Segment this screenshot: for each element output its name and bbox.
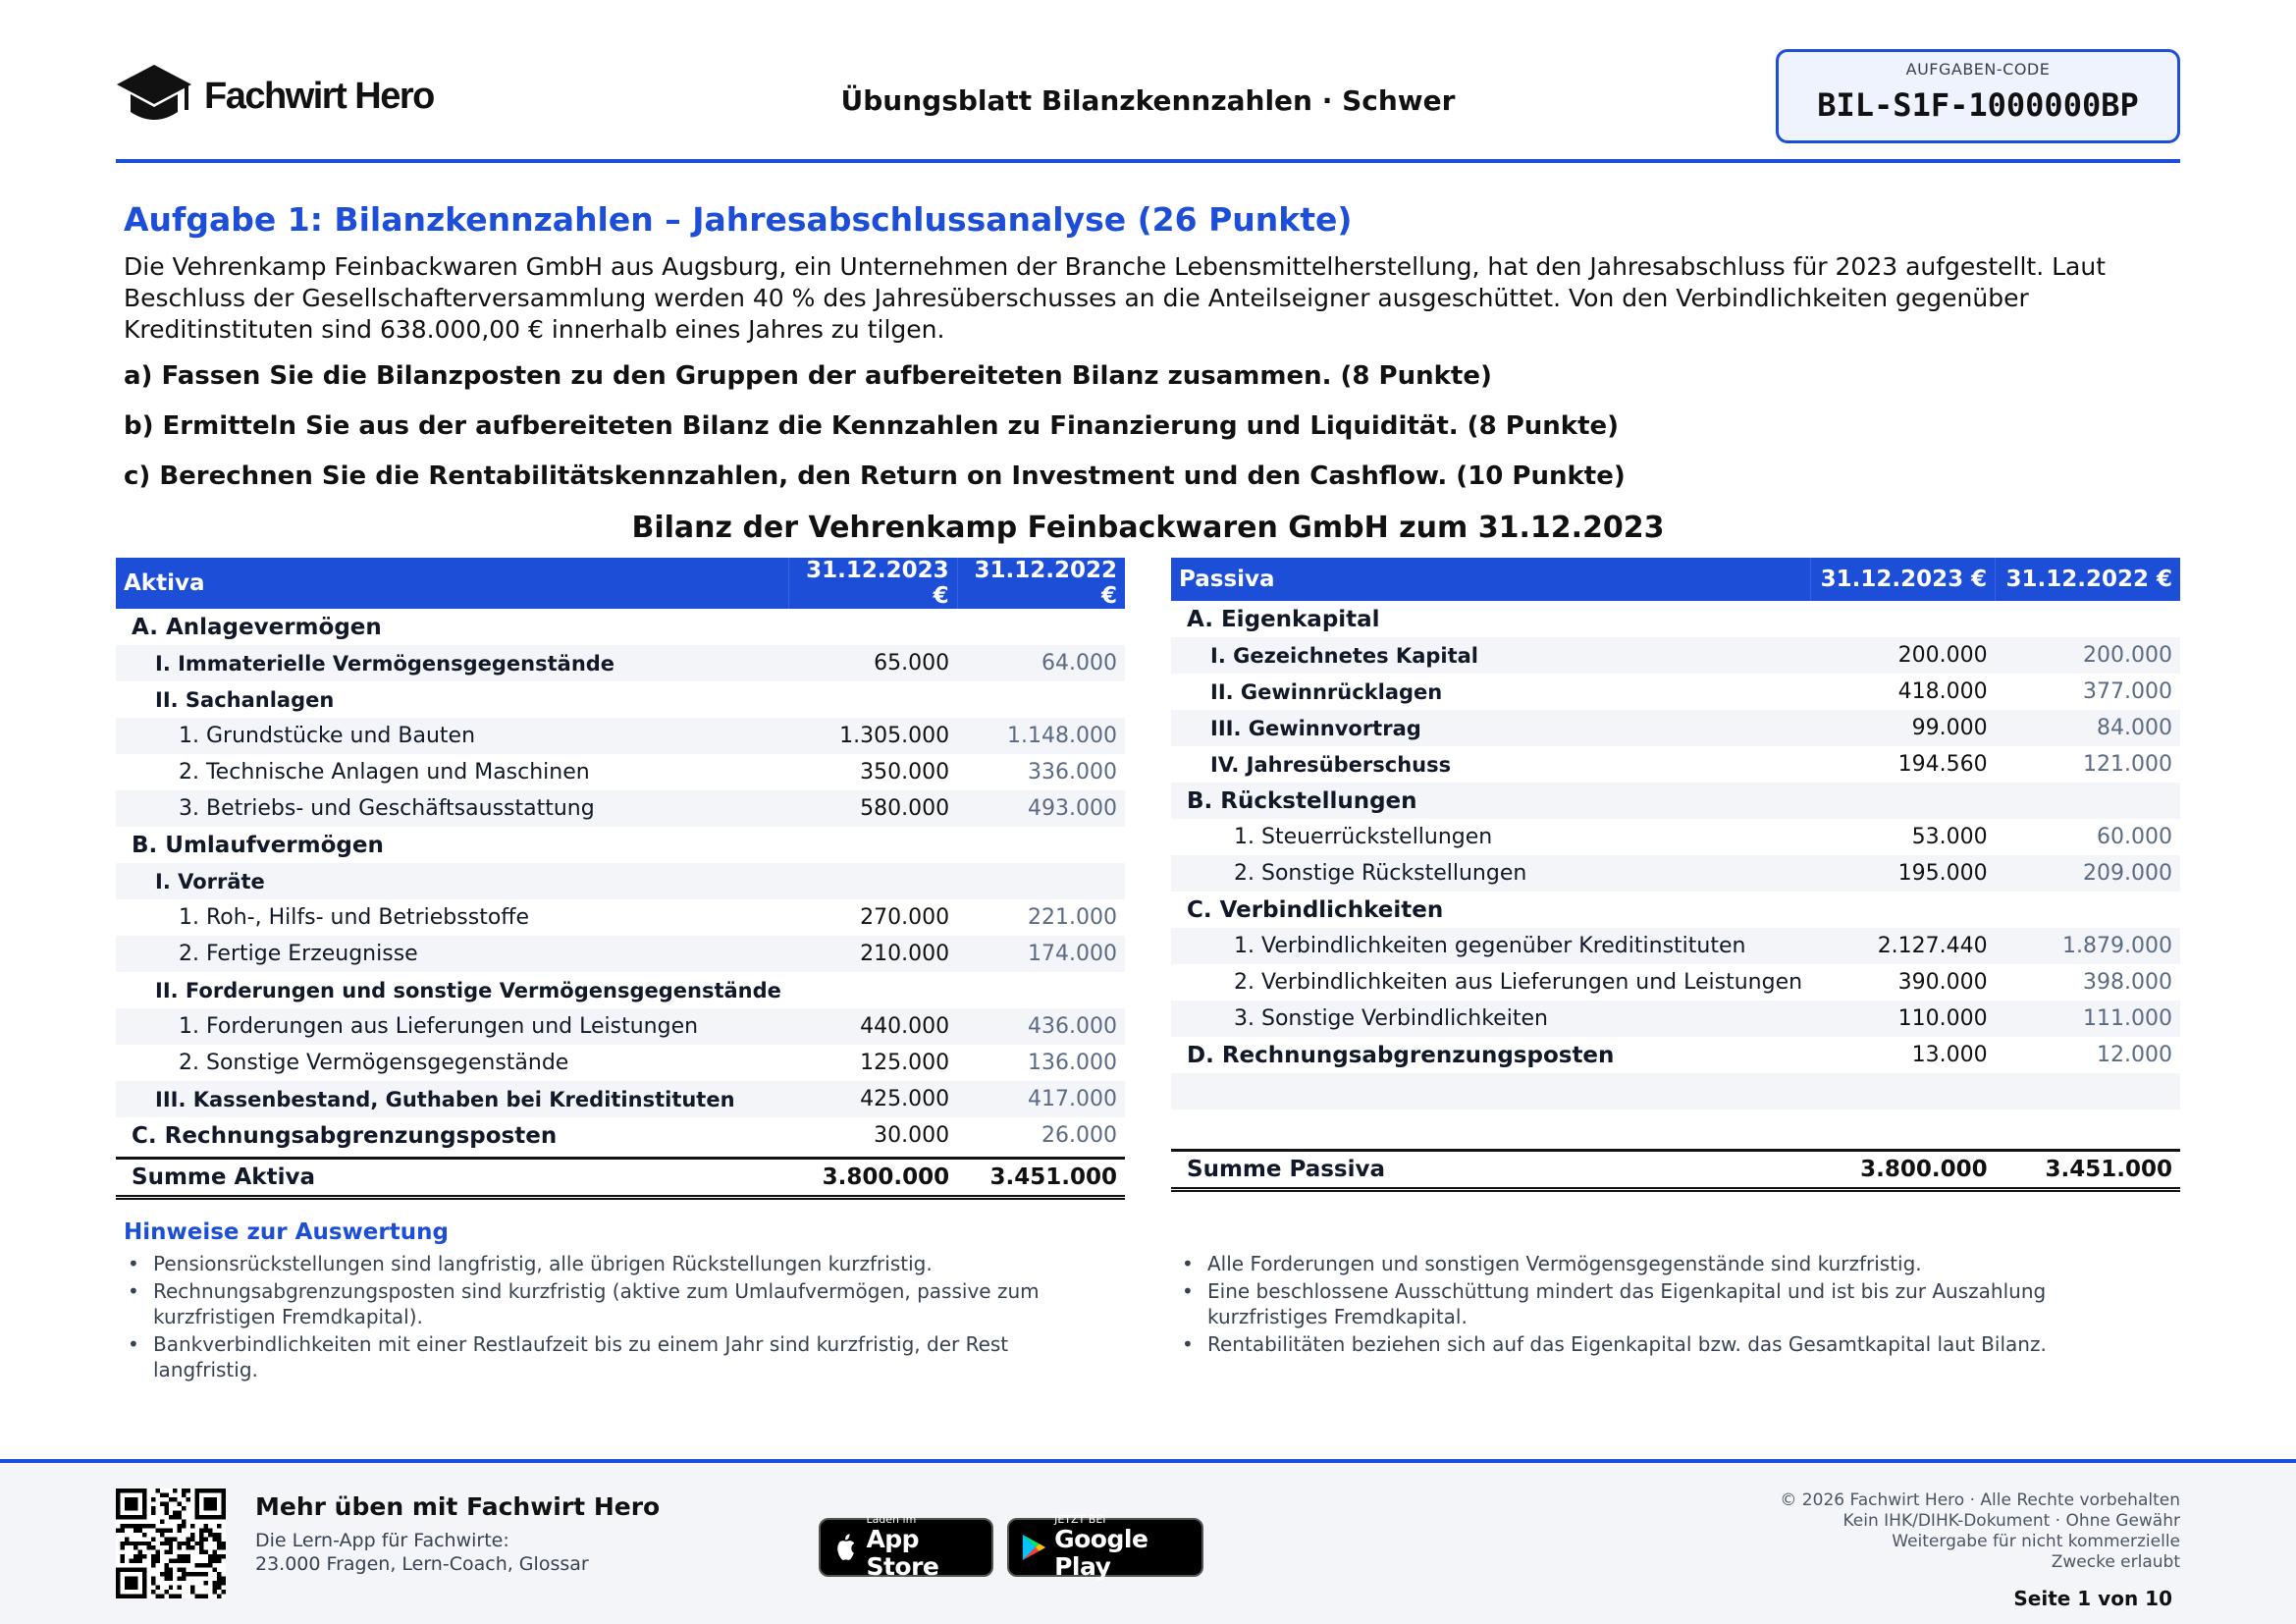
aktiva-row-value-2023: 65.000 <box>789 645 957 681</box>
aktiva-row-label: I. Vorräte <box>116 863 789 899</box>
hint-item: • Pensionsrückstellungen sind langfristig, alle übrigen Rückstellungen kurzfristig. <box>124 1251 1095 1276</box>
passiva-row-label: II. Gewinnrücklagen <box>1210 679 1443 704</box>
aktiva-row <box>116 609 1125 645</box>
hint-item: • Eine beschlossene Ausschüttung mindert das Eigenkapital und ist bis zur Auszahlung kurzfristiges Fremdkapital. <box>1178 1278 2150 1329</box>
passiva-row-value-2022 <box>1996 1073 2180 1110</box>
passiva-row-value-2023: 110.000 <box>1810 1001 1996 1037</box>
aktiva-row-value-2022 <box>957 863 1125 899</box>
aktiva-row-value-2022 <box>957 609 1125 645</box>
hints-title: Hinweise zur Auswertung <box>124 1219 449 1245</box>
passiva-row-label: B. Rückstellungen <box>1171 783 1810 819</box>
passiva-row-value-2022 <box>1996 892 2180 928</box>
passiva-row <box>1171 746 2180 783</box>
aktiva-sum-2022: 3.451.000 <box>957 1158 1125 1197</box>
aktiva-header-2023: 31.12.2023 € <box>789 558 957 609</box>
passiva-row-label: IV. Jahresüberschuss <box>1210 752 1452 777</box>
passiva-row-value-2023: 195.000 <box>1810 855 1996 892</box>
copyright-line: Kein IHK/DIHK-Dokument · Ohne Gewähr <box>1842 1511 2180 1531</box>
passiva-row <box>1171 819 2180 855</box>
passiva-row-value-2022: 12.000 <box>2097 1043 2172 1067</box>
passiva-row-value-2023 <box>1810 601 1996 637</box>
aktiva-row-value-2022: 136.000 <box>1028 1051 1117 1075</box>
aktiva-row-label: 2. Sonstige Vermögensgegenstände <box>179 1051 569 1075</box>
aktiva-row-label: II. Forderungen und sonstige Vermögensgegenstände <box>155 978 781 1002</box>
page-title: Übungsblatt Bilanzkennzahlen · Schwer <box>840 84 1456 117</box>
aktiva-row-value-2022 <box>957 681 1125 718</box>
aktiva-row-value-2022: 493.000 <box>957 790 1125 827</box>
aktiva-row <box>116 645 1125 681</box>
aktiva-sum-row <box>116 1158 1125 1197</box>
aktiva-row-value-2023: 125.000 <box>860 1051 950 1075</box>
passiva-row <box>1171 964 2180 1001</box>
subtask-b: b) Ermitteln Sie aus der aufbereiteten Bilanz die Kennzahlen zu Finanzierung und Liquidität. (8 Punkte) <box>124 411 1620 441</box>
aktiva-row-label: 2. Fertige Erzeugnisse <box>116 936 789 972</box>
passiva-row-value-2022 <box>1996 783 2180 819</box>
passiva-row-value-2022: 377.000 <box>2083 679 2172 704</box>
aktiva-row-value-2023: 270.000 <box>860 905 950 930</box>
passiva-header-2023: 31.12.2023 € <box>1810 558 1996 601</box>
passiva-row-label <box>1171 1110 1810 1146</box>
task-description: Die Vehrenkamp Feinbackwaren GmbH aus Augsburg, ein Unternehmen der Branche Lebensmittelherstellung, hat den Jahresabschluss für 2023 aufgestellt. Laut Beschluss der Gesellschafterversammlung werden 40 % des Jahresüberschusses an die Anteilseigner ausgeschüttet. Von den Verbindlichkeiten gegenüber Kreditinstituten sind 638.000,00 € innerhalb eines Jahres zu tilgen. <box>124 252 2106 344</box>
aktiva-row-label: II. Sachanlagen <box>155 687 335 712</box>
passiva-row-value-2023: 194.560 <box>1897 752 1988 777</box>
aktiva-row-value-2023: 425.000 <box>789 1081 957 1117</box>
passiva-row <box>1171 1001 2180 1037</box>
aktiva-row-value-2023: 580.000 <box>789 790 957 827</box>
hint-item: • Rentabilitäten beziehen sich auf das Eigenkapital bzw. das Gesamtkapital laut Bilanz. <box>1178 1331 2150 1357</box>
passiva-row-value-2022: 1.879.000 <box>1996 928 2180 964</box>
page-number: Seite 1 von 10 <box>2013 1587 2172 1610</box>
google-play-small-text: JETZT BEI <box>1054 1513 1106 1526</box>
passiva-header-row <box>1171 558 2180 601</box>
aktiva-row-value-2023: 440.000 <box>789 1008 957 1045</box>
aktiva-row-label: B. Umlaufvermögen <box>132 832 384 858</box>
passiva-row-value-2023: 13.000 <box>1911 1043 1988 1067</box>
aktiva-row-value-2022: 174.000 <box>957 936 1125 972</box>
hint-item: • Bankverbindlichkeiten mit einer Restlaufzeit bis zu einem Jahr sind kurzfristig, der Rest langfristig. <box>124 1331 1095 1382</box>
aktiva-row-label: III. Kassenbestand, Guthaben bei Kreditinstituten <box>116 1081 789 1117</box>
aktiva-header-2022: 31.12.2022 € <box>957 558 1125 609</box>
passiva-body <box>1171 601 2180 1189</box>
aktiva-row <box>116 754 1125 790</box>
balance-title: Bilanz der Vehrenkamp Feinbackwaren GmbH zum 31.12.2023 <box>631 511 1665 545</box>
passiva-row-value-2022 <box>1996 601 2180 637</box>
passiva-row-value-2023: 418.000 <box>1897 679 1988 704</box>
copyright-line: © 2026 Fachwirt Hero · Alle Rechte vorbehalten <box>1780 1490 2180 1510</box>
aktiva-row-value-2022: 417.000 <box>957 1081 1125 1117</box>
passiva-header-2022: 31.12.2022 € <box>1996 558 2180 601</box>
passiva-row-value-2023: 2.127.440 <box>1810 928 1996 964</box>
aktiva-row-label: I. Immaterielle Vermögensgegenstände <box>116 645 789 681</box>
passiva-row-value-2023 <box>1810 892 1996 928</box>
passiva-row-value-2022: 209.000 <box>1996 855 2180 892</box>
passiva-row-value-2022: 84.000 <box>1996 710 2180 746</box>
aktiva-row-value-2022: 1.148.000 <box>957 718 1125 754</box>
aktiva-row <box>116 972 1125 1008</box>
task-code-value: BIL-S1F-1000000BP <box>1817 86 2139 124</box>
aktiva-row-value-2023: 30.000 <box>874 1123 950 1148</box>
passiva-sum-row <box>1171 1150 2180 1189</box>
passiva-row-label: 1. Verbindlichkeiten gegenüber Kreditinstituten <box>1171 928 1810 964</box>
google-play-badge[interactable] <box>1007 1513 1203 1581</box>
aktiva-row <box>116 790 1125 827</box>
passiva-row-label: 3. Sonstige Verbindlichkeiten <box>1171 1001 1810 1037</box>
passiva-row-value-2022 <box>1996 1110 2180 1146</box>
aktiva-row <box>116 1081 1125 1117</box>
hint-item: • Rechnungsabgrenzungsposten sind kurzfristig (aktive zum Umlaufvermögen, passive zum kurzfristigen Fremdkapital). <box>124 1278 1095 1329</box>
aktiva-row <box>116 863 1125 899</box>
subtask-a: a) Fassen Sie die Bilanzposten zu den Gruppen der aufbereiteten Bilanz zusammen. (8 Punkte) <box>124 361 1492 391</box>
app-store-big-text: App Store <box>866 1525 939 1581</box>
aktiva-row <box>116 681 1125 718</box>
passiva-sum-label: Summe Passiva <box>1171 1150 1810 1189</box>
aktiva-row-value-2022: 26.000 <box>1041 1123 1117 1148</box>
passiva-row-label: I. Gezeichnetes Kapital <box>1171 637 1810 674</box>
passiva-row-label <box>1171 1073 1810 1110</box>
passiva-row-label: A. Eigenkapital <box>1187 606 1380 632</box>
passiva-row <box>1171 601 2180 637</box>
passiva-row-value-2022: 200.000 <box>1996 637 2180 674</box>
passiva-row <box>1171 892 2180 928</box>
logo-text: Fachwirt Hero <box>204 75 434 117</box>
aktiva-row-label: 1. Roh-, Hilfs- und Betriebsstoffe <box>179 905 529 930</box>
promo-line-1: Die Lern-App für Fachwirte: <box>255 1530 509 1551</box>
aktiva-row-value-2022 <box>957 972 1125 1008</box>
aktiva-row-label: 1. Grundstücke und Bauten <box>116 718 789 754</box>
passiva-row-label: III. Gewinnvortrag <box>1171 710 1810 746</box>
aktiva-row-value-2022: 336.000 <box>1028 760 1117 785</box>
passiva-row-value-2022: 398.000 <box>2083 970 2172 995</box>
passiva-row-value-2023: 200.000 <box>1810 637 1996 674</box>
passiva-header-label: Passiva <box>1171 558 1810 601</box>
aktiva-row <box>116 827 1125 863</box>
aktiva-row-value-2023: 1.305.000 <box>789 718 957 754</box>
passiva-row-label: C. Verbindlichkeiten <box>1187 896 1444 923</box>
aktiva-row <box>116 1045 1125 1081</box>
aktiva-row-value-2023 <box>789 863 957 899</box>
task-code-label: AUFGABEN-CODE <box>1905 60 2051 79</box>
passiva-row <box>1171 637 2180 674</box>
passiva-row <box>1171 855 2180 892</box>
passiva-sum-2022: 3.451.000 <box>1996 1150 2180 1189</box>
page-footer <box>0 1459 2296 1624</box>
aktiva-row <box>116 718 1125 754</box>
passiva-row-label: 2. Sonstige Rückstellungen <box>1171 855 1810 892</box>
subtask-c: c) Berechnen Sie die Rentabilitätskennzahlen, den Return on Investment und den Cashflow. (10 Punkte) <box>124 461 1626 491</box>
page-header <box>116 47 2180 165</box>
task-code-box <box>1776 49 2180 143</box>
passiva-sum-2023: 3.800.000 <box>1810 1150 1996 1189</box>
task-title: Aufgabe 1: Bilanzkennzahlen – Jahresabschlussanalyse (26 Punkte) <box>124 200 1353 239</box>
passiva-row-value-2022: 111.000 <box>1996 1001 2180 1037</box>
aktiva-row-value-2023 <box>789 681 957 718</box>
aktiva-row-label: 2. Technische Anlagen und Maschinen <box>179 760 590 785</box>
aktiva-row-value-2022: 64.000 <box>957 645 1125 681</box>
aktiva-sum-label: Summe Aktiva <box>116 1158 789 1197</box>
passiva-row-label: D. Rechnungsabgrenzungsposten <box>1187 1042 1615 1068</box>
aktiva-row-value-2022: 221.000 <box>1028 905 1117 930</box>
passiva-row <box>1171 783 2180 819</box>
hints-list-right <box>1178 1251 2150 1359</box>
passiva-row <box>1171 710 2180 746</box>
aktiva-sum-2023: 3.800.000 <box>789 1158 957 1197</box>
qr-code-icon <box>116 1489 226 1598</box>
hint-item: • Alle Forderungen und sonstigen Vermögensgegenstände sind kurzfristig. <box>1178 1251 2150 1276</box>
google-play-big-text: Google Play <box>1054 1525 1148 1581</box>
passiva-row-value-2023: 99.000 <box>1810 710 1996 746</box>
aktiva-row-label: 3. Betriebs- und Geschäftsausstattung <box>116 790 789 827</box>
aktiva-row-value-2023 <box>789 972 957 1008</box>
passiva-table <box>1171 558 2180 1192</box>
passiva-row <box>1171 674 2180 710</box>
aktiva-row-value-2023: 350.000 <box>860 760 950 785</box>
aktiva-table <box>116 558 1125 1200</box>
passiva-row <box>1171 928 2180 964</box>
aktiva-row <box>116 1117 1125 1154</box>
aktiva-row-value-2023 <box>789 827 957 863</box>
copyright-line: Zwecke erlaubt <box>2051 1552 2180 1572</box>
aktiva-row-label: 1. Forderungen aus Lieferungen und Leistungen <box>116 1008 789 1045</box>
passiva-row-value-2022: 60.000 <box>2097 825 2172 849</box>
promo-line-2: 23.000 Fragen, Lern-Coach, Glossar <box>255 1553 589 1575</box>
aktiva-body <box>116 609 1125 1197</box>
passiva-row-value-2022: 121.000 <box>2083 752 2172 777</box>
apple-icon <box>834 1533 858 1562</box>
copyright <box>1780 1490 2180 1573</box>
aktiva-row-label: A. Anlagevermögen <box>132 614 382 640</box>
aktiva-row <box>116 899 1125 936</box>
passiva-row-value-2023: 53.000 <box>1911 825 1988 849</box>
passiva-row-value-2023 <box>1810 1073 1996 1110</box>
passiva-row-label: 2. Verbindlichkeiten aus Lieferungen und Leistungen <box>1234 970 1803 995</box>
passiva-row-value-2023 <box>1810 783 1996 819</box>
app-store-small-text: Laden im <box>866 1513 917 1526</box>
passiva-row-value-2023: 390.000 <box>1897 970 1988 995</box>
app-store-badge[interactable] <box>819 1513 993 1581</box>
passiva-row <box>1171 1073 2180 1110</box>
hints-list-left <box>124 1251 1095 1384</box>
passiva-row <box>1171 1037 2180 1073</box>
header-divider <box>116 159 2180 163</box>
aktiva-header-label: Aktiva <box>116 558 789 609</box>
aktiva-row-value-2022 <box>957 827 1125 863</box>
google-play-icon <box>1021 1533 1046 1562</box>
aktiva-header-row <box>116 558 1125 609</box>
copyright-line: Weitergabe für nicht kommerzielle <box>1892 1532 2180 1551</box>
passiva-row-label: 1. Steuerrückstellungen <box>1234 825 1493 849</box>
passiva-row-value-2023 <box>1810 1110 1996 1146</box>
aktiva-row-value-2023: 210.000 <box>789 936 957 972</box>
aktiva-row <box>116 1008 1125 1045</box>
promo-title: Mehr üben mit Fachwirt Hero <box>255 1492 661 1521</box>
aktiva-row <box>116 936 1125 972</box>
aktiva-row-value-2022: 436.000 <box>957 1008 1125 1045</box>
passiva-row <box>1171 1110 2180 1146</box>
aktiva-row-label: C. Rechnungsabgrenzungsposten <box>132 1122 558 1149</box>
aktiva-row-value-2023 <box>789 609 957 645</box>
